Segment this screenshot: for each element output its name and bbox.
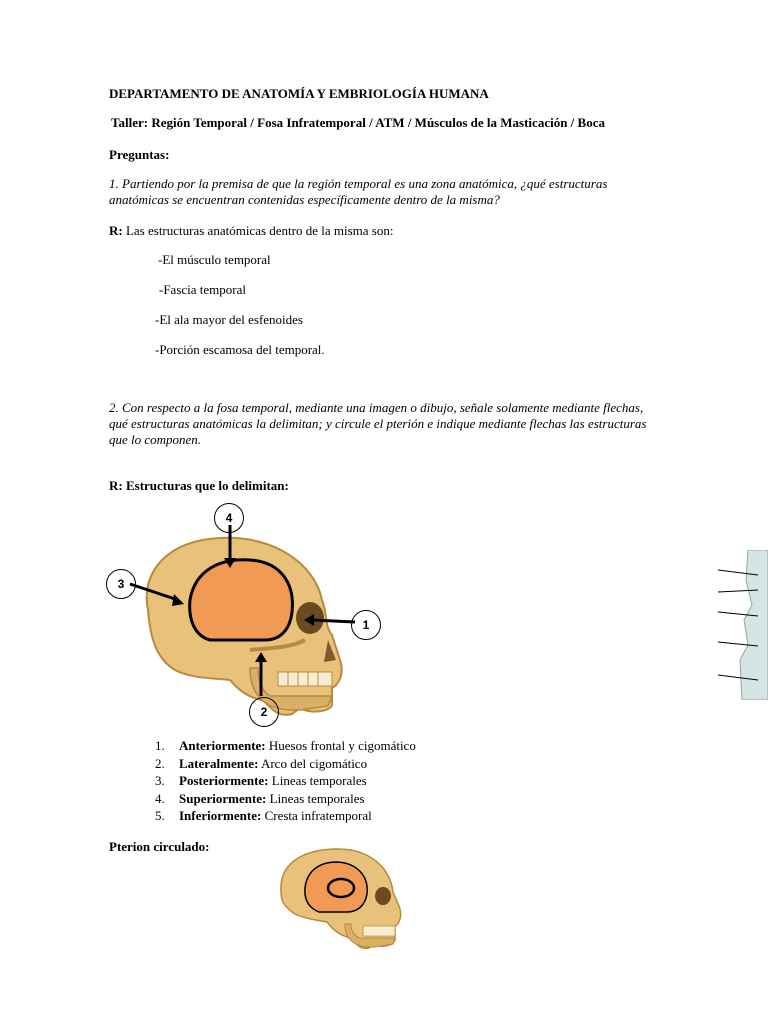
marker-1: 1 bbox=[351, 610, 381, 640]
limit-number: 1. bbox=[155, 738, 165, 753]
answer-1-item: -El músculo temporal bbox=[158, 252, 271, 267]
limit-value: Cresta infratemporal bbox=[264, 808, 372, 823]
marker-3: 3 bbox=[106, 569, 136, 599]
answer-2-heading: R: Estructuras que lo delimitan: bbox=[109, 478, 289, 493]
answer-1-label: R: bbox=[109, 223, 123, 238]
limit-item-4 bbox=[155, 791, 365, 808]
limit-label: Inferiormente: bbox=[179, 808, 262, 823]
department-title: DEPARTAMENTO DE ANATOMÍA Y EMBRIOLOGÍA HUMANA bbox=[109, 86, 489, 101]
limit-value: Arco del cigomático bbox=[258, 756, 368, 771]
limit-number: 2. bbox=[155, 756, 165, 771]
limit-item-2 bbox=[155, 756, 367, 773]
limit-value: Lineas temporales bbox=[271, 773, 367, 788]
limit-item-5 bbox=[155, 808, 372, 825]
questions-heading: Preguntas: bbox=[109, 147, 170, 162]
answer-1 bbox=[109, 223, 393, 239]
limit-number: 3. bbox=[155, 773, 165, 788]
limit-value: Huesos frontal y cigomático bbox=[265, 738, 416, 753]
answer-1-text: Las estructuras anatómicas dentro de la misma son: bbox=[125, 223, 394, 238]
limit-number: 4. bbox=[155, 791, 165, 806]
limit-number: 5. bbox=[155, 808, 165, 823]
marker-2: 2 bbox=[249, 697, 279, 727]
answer-1-item: -El ala mayor del esfenoides bbox=[155, 312, 303, 327]
answer-1-item: -Porción escamosa del temporal. bbox=[155, 342, 325, 357]
question-2: 2. Con respecto a la fosa temporal, mediante una imagen o dibujo, señale solamente mediante flechas, qué estructuras anatómicas la delimitan; y circule el pterión e indique mediante flechas las estructuras que lo componen. bbox=[109, 400, 647, 447]
limit-item-3 bbox=[155, 773, 367, 790]
partial-anatomy-figure bbox=[718, 550, 768, 700]
limit-value: Lineas temporales bbox=[269, 791, 365, 806]
limit-item-1 bbox=[155, 738, 416, 755]
question-1: 1. Partiendo por la premisa de que la región temporal es una zona anatómica, ¿qué estructuras anatómicas se encuentran contenidas específicamente dentro de la misma? bbox=[109, 176, 608, 207]
answer-1-item: -Fascia temporal bbox=[159, 282, 246, 297]
limit-label: Anteriormente: bbox=[179, 738, 266, 753]
limit-label: Posteriormente: bbox=[179, 773, 269, 788]
pterion-heading: Pterion circulado: bbox=[109, 839, 210, 854]
marker-4: 4 bbox=[214, 503, 244, 533]
limit-label: Lateralmente: bbox=[179, 756, 259, 771]
workshop-title: Taller: Región Temporal / Fosa Infratemporal / ATM / Músculos de la Masticación / Boca bbox=[111, 115, 605, 130]
skull-figure-1 bbox=[100, 500, 390, 730]
skull-figure-2 bbox=[275, 840, 415, 970]
limit-label: Superiormente: bbox=[179, 791, 267, 806]
